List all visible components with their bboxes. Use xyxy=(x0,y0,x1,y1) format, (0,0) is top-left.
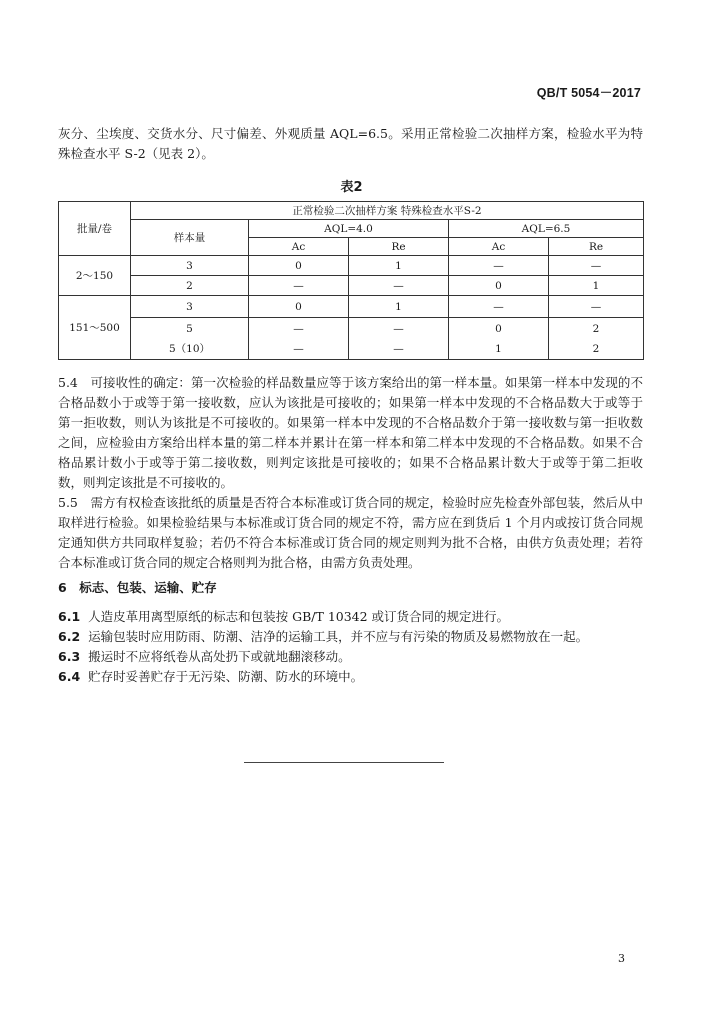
header-re: Re xyxy=(549,238,644,256)
cell-sample: 5（10） xyxy=(131,339,249,360)
cell-ac1: — xyxy=(249,339,349,360)
intro-paragraph: 灰分、尘埃度、交货水分、尺寸偏差、外观质量 AQL=6.5。采用正常检验二次抽样方案，检验水平为特殊检查水平 S-2（见表 2）。 xyxy=(58,126,643,161)
clause-number: 6.1 xyxy=(58,609,81,624)
clause-number: 6.4 xyxy=(58,669,81,684)
cell-ac1: — xyxy=(249,276,349,296)
clause-6-1 xyxy=(58,607,643,627)
cell-re2: — xyxy=(549,296,644,318)
cell-re2: 1 xyxy=(549,276,644,296)
clause-5-5: 5.5 需方有权检查该批纸的质量是否符合本标准或订货合同的规定，检验时应先检查外部包装，然后从中取样进行检验。如果检验结果与本标准或订货合同的规定不符，需方应在到货后 1 个月内或按订货合同规定通知供方共同取样复验；若仍不符合本标准或订货合同的规定则判为批不合格，由供方负责处理；若符合本标准或订货合同的规定合格则判为批合格，由需方负责处理。 xyxy=(58,495,643,570)
table-row xyxy=(59,296,644,318)
header-aql-4: AQL=4.0 xyxy=(249,220,449,238)
cell-sample: 2 xyxy=(131,276,249,296)
section-6-title: 6 标志、包装、运输、贮存 xyxy=(58,580,217,595)
header-aql-6-5: AQL=6.5 xyxy=(449,220,644,238)
cell-sample: 3 xyxy=(131,256,249,276)
header-re: Re xyxy=(349,238,449,256)
cell-re2: 2 xyxy=(549,318,644,339)
cell-ac2: — xyxy=(449,296,549,318)
clause-5-4: 5.4 可接收性的确定：第一次检验的样品数量应等于该方案给出的第一样本量。如果第一样本中发现的不合格品数小于或等于第一接收数，应认为该批是可接收的；如果第一样本中发现的不合格品数大于或等于第一拒收数，则认为该批是不可接收的。如果第一样本中发现的不合格品数介于第一接收数与第一拒收数之间，应检验由方案给出样本量的第二样本并累计在第一样本和第二样本中发现的不合格品数。如果不合格品累计数小于或等于第二接收数，则判定该批是可接收的；如果不合格品累计数大于或等于第二拒收数，则判定该批是不可接收的。 xyxy=(58,375,643,490)
table-row xyxy=(59,339,644,360)
clause-text: 贮存时妥善贮存于无污染、防潮、防水的环境中。 xyxy=(88,669,364,684)
table-row xyxy=(59,256,644,276)
sampling-table xyxy=(58,201,644,360)
header-ac: Ac xyxy=(449,238,549,256)
table-header-row xyxy=(59,220,644,238)
cell-re1: 1 xyxy=(349,296,449,318)
table-header-row xyxy=(59,202,644,220)
cell-re2: — xyxy=(549,256,644,276)
cell-re2: 2 xyxy=(549,339,644,360)
clause-number: 6.3 xyxy=(58,649,81,664)
clause-6-4 xyxy=(58,667,643,687)
page-number: 3 xyxy=(618,952,625,965)
cell-lot: 2～150 xyxy=(59,256,131,296)
cell-ac1: 0 xyxy=(249,296,349,318)
header-ac: Ac xyxy=(249,238,349,256)
cell-ac2: 1 xyxy=(449,339,549,360)
header-main: 正常检验二次抽样方案 特殊检查水平S-2 xyxy=(131,202,644,220)
cell-ac1: — xyxy=(249,318,349,339)
clause-text: 运输包装时应用防雨、防潮、洁净的运输工具，并不应与有污染的物质及易燃物放在一起。 xyxy=(88,629,589,644)
cell-lot: 151～500 xyxy=(59,296,131,360)
table-row xyxy=(59,276,644,296)
clause-number: 6.2 xyxy=(58,629,81,644)
clause-text: 搬运时不应将纸卷从高处扔下或就地翻滚移动。 xyxy=(88,649,351,664)
end-rule xyxy=(244,762,444,763)
cell-ac1: 0 xyxy=(249,256,349,276)
header-sample-size: 样本量 xyxy=(131,220,249,256)
cell-sample: 3 xyxy=(131,296,249,318)
table-row xyxy=(59,318,644,339)
clause-6-3 xyxy=(58,647,643,667)
cell-re1: 1 xyxy=(349,256,449,276)
standard-code: QB/T 5054－2017 xyxy=(536,86,641,100)
cell-ac2: 0 xyxy=(449,318,549,339)
cell-re1: — xyxy=(349,276,449,296)
header-lot-size: 批量/卷 xyxy=(59,202,131,256)
clause-text: 人造皮革用离型原纸的标志和包装按 GB/T 10342 或订货合同的规定进行。 xyxy=(88,609,510,624)
cell-ac2: — xyxy=(449,256,549,276)
cell-ac2: 0 xyxy=(449,276,549,296)
cell-re1: — xyxy=(349,318,449,339)
cell-re1: — xyxy=(349,339,449,360)
cell-sample: 5 xyxy=(131,318,249,339)
clause-6-2 xyxy=(58,627,643,647)
table-title: 表2 xyxy=(340,180,363,195)
